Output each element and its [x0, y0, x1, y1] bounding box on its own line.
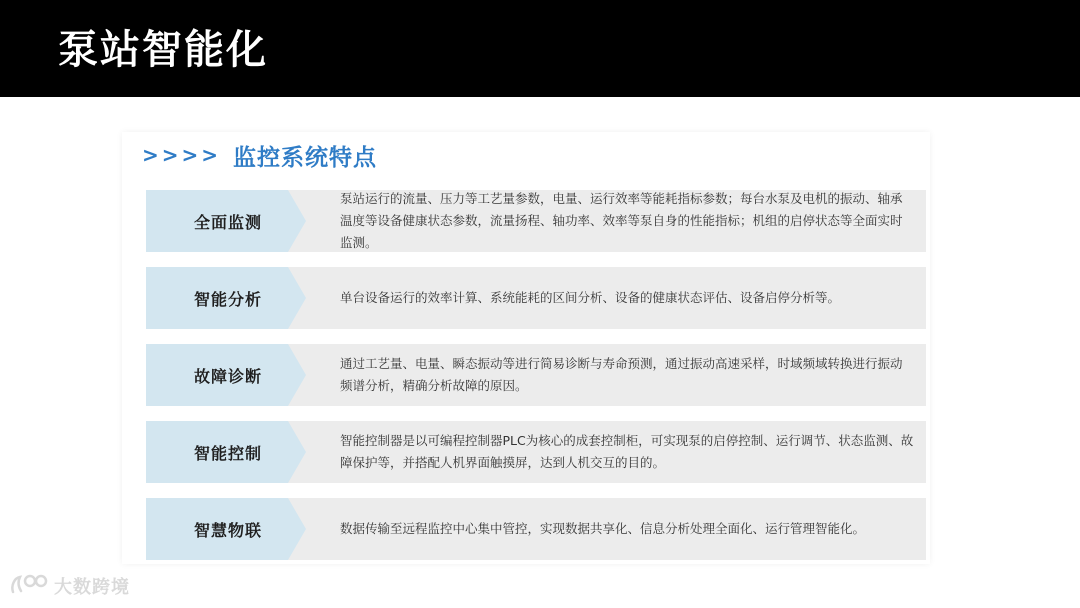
chevron-arrows-icon: >>>> — [142, 143, 222, 167]
feature-row-iot — [146, 498, 926, 560]
feature-row-analysis — [146, 267, 926, 329]
section-heading-text: 监控系统特点 — [233, 144, 378, 171]
feature-row-diagnosis — [146, 344, 926, 406]
row-tag-label: 智能分析 — [193, 289, 262, 309]
row-tag-label: 智慧物联 — [193, 520, 262, 540]
page-title: 泵站智能化 — [58, 27, 268, 73]
row-tag-label: 智能控制 — [193, 443, 262, 463]
row-description: 泵站运行的流量、压力等工艺量参数，电量、运行效率等能耗指标参数；每台水泵及电机的振动、轴承温度等设备健康状态参数，流量扬程、轴功率、效率等泵自身的性能指标；机组的启停状态等全面实时监测。 — [340, 191, 903, 250]
row-description: 智能控制器是以可编程控制器PLC为核心的成套控制柜，可实现泵的启停控制、运行调节、状态监测、故障保护等，并搭配人机界面触摸屏，达到人机交互的目的。 — [340, 433, 914, 470]
logo-icon — [10, 572, 50, 600]
row-tag-label: 故障诊断 — [193, 366, 262, 386]
title-bar — [0, 0, 1080, 97]
row-description: 通过工艺量、电量、瞬态振动等进行简易诊断与寿命预测，通过振动高速采样，时域频域转换进行振动频谱分析，精确分析故障的原因。 — [340, 356, 903, 393]
section-heading — [142, 138, 377, 172]
feature-row-monitoring — [146, 190, 926, 252]
watermark — [10, 572, 130, 600]
row-description: 单台设备运行的效率计算、系统能耗的区间分析、设备的健康状态评估、设备启停分析等。 — [340, 290, 841, 305]
row-tag-label: 全面监测 — [193, 212, 262, 232]
feature-row-control — [146, 421, 926, 483]
watermark-text: 大数跨境 — [54, 577, 130, 598]
row-description: 数据传输至远程监控中心集中管控，实现数据共享化、信息分析处理全面化、运行管理智能化。 — [340, 521, 866, 536]
